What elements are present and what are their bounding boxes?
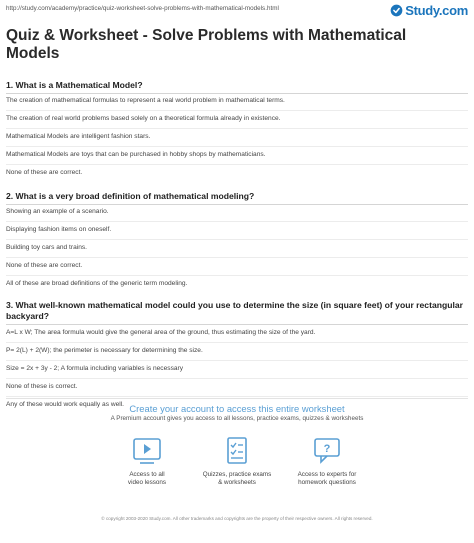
option-item[interactable] <box>6 115 468 123</box>
option-text: Mathematical Models are toys that can be purchased in hobby shops by mathematicians. <box>6 151 266 158</box>
divider <box>6 204 468 205</box>
study-logo-icon <box>390 4 403 17</box>
promo-subtitle: A Premium account gives you access to all lessons, practice exams, quizzes & worksheets <box>110 415 364 422</box>
option-item[interactable] <box>6 329 468 337</box>
option-text: Building toy cars and trains. <box>6 244 87 251</box>
question-2 <box>6 191 468 205</box>
copyright-notice: © copyright 2003-2020 Study.com. All other trademarks and copyrights are the property of their respective owners. All rights reserved. <box>101 516 373 521</box>
option-text: Any of these would work equally as well. <box>6 401 125 408</box>
feature-video-lessons <box>102 436 192 487</box>
option-text: The creation of mathematical formulas to represent a real world problem in mathematical terms. <box>6 97 285 104</box>
feature-label: Access to experts for homework questions <box>297 471 357 486</box>
option-item[interactable] <box>6 226 468 234</box>
option-text: P= 2(L) + 2(W); the perimeter is necessary for determining the size. <box>6 347 203 354</box>
video-icon <box>132 436 162 466</box>
option-text: None of these is correct. <box>6 383 78 390</box>
option-item[interactable] <box>6 365 468 373</box>
logo-text: Study.com <box>405 2 468 18</box>
study-logo[interactable] <box>390 3 468 17</box>
option-text: All of these are broad definitions of the generic term modeling. <box>6 280 188 287</box>
option-text: Mathematical Models are intelligent fashion stars. <box>6 133 151 140</box>
question-1 <box>6 80 468 94</box>
feature-experts <box>282 436 372 487</box>
feature-label: Quizzes, practice exams & worksheets <box>202 471 272 486</box>
svg-text:?: ? <box>323 443 331 455</box>
quiz-icon <box>222 436 252 466</box>
top-bar <box>0 0 474 22</box>
divider <box>6 93 468 94</box>
option-item[interactable] <box>6 262 468 270</box>
question-text: 3. What well-known mathematical model could you use to determine the size (in square feet) of your rectangular backyard? <box>6 300 463 321</box>
option-text: Showing an example of a scenario. <box>6 208 109 215</box>
option-text: A=L x W; The area formula would give the general area of the ground, thus estimating the size of the yard. <box>6 329 316 336</box>
option-item[interactable] <box>6 280 468 288</box>
option-item[interactable] <box>6 208 468 216</box>
divider <box>6 324 468 325</box>
question-text: 1. What is a Mathematical Model? <box>6 80 143 90</box>
feature-quizzes <box>192 436 282 487</box>
option-item[interactable] <box>6 383 468 391</box>
create-account-link[interactable]: Create your account to access this entire worksheet <box>129 403 345 414</box>
expert-icon <box>312 436 342 466</box>
option-item[interactable] <box>6 347 468 355</box>
promo-divider <box>6 398 468 399</box>
option-text: None of these are correct. <box>6 262 83 269</box>
option-item[interactable] <box>6 244 468 252</box>
option-text: Size = 2x + 3y - 2; A formula including variables is necessary <box>6 365 184 372</box>
option-item[interactable] <box>6 97 468 105</box>
option-item[interactable] <box>6 133 468 141</box>
page-url[interactable]: http://study.com/academy/practice/quiz-worksheet-solve-problems-with-mathematical-models.html <box>6 5 279 12</box>
option-text: Displaying fashion items on oneself. <box>6 226 112 233</box>
page-title: Quiz & Worksheet - Solve Problems with Mathematical Models <box>6 27 407 62</box>
option-text: The creation of real world problems based solely on a theoretical formula already in existence. <box>6 115 281 122</box>
option-item[interactable] <box>6 151 468 159</box>
feature-label: Access to all video lessons <box>127 471 167 486</box>
option-text: None of these are correct. <box>6 169 83 176</box>
option-item[interactable] <box>6 169 468 177</box>
question-3 <box>6 300 468 325</box>
question-text: 2. What is a very broad definition of mathematical modeling? <box>6 191 255 201</box>
